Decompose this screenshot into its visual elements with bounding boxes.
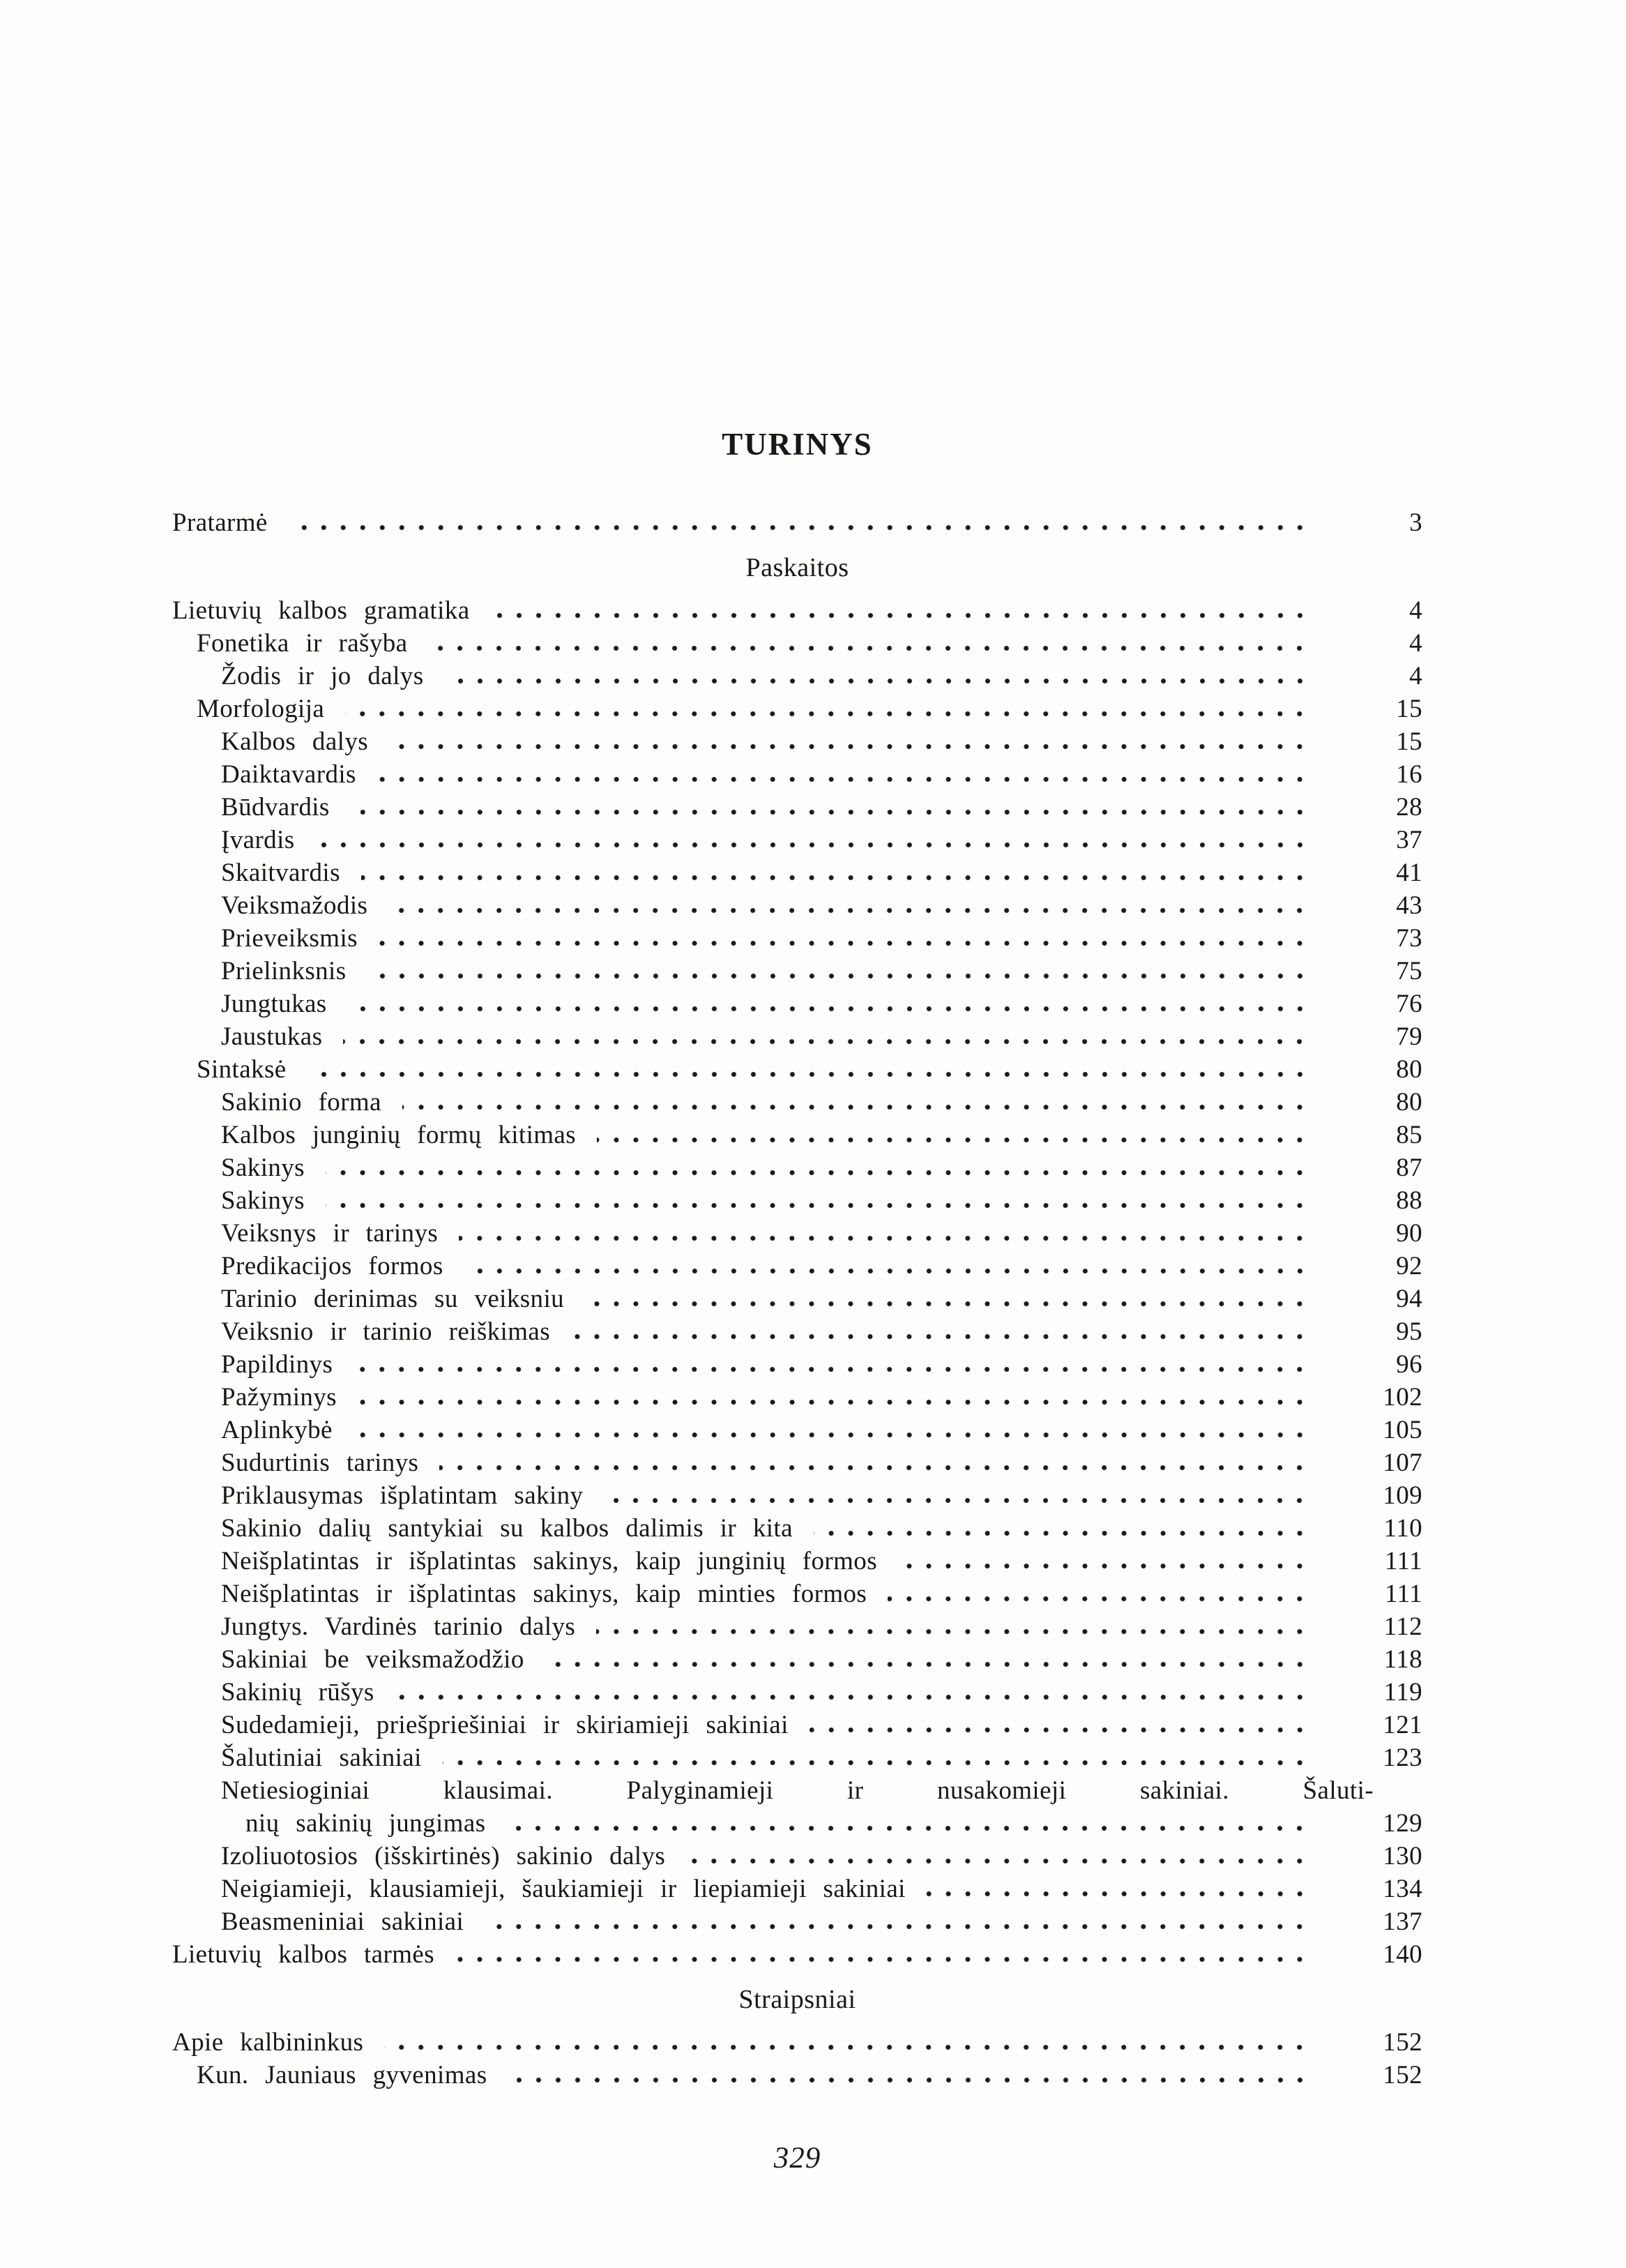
dotted-leader: [596, 1628, 1309, 1635]
dotted-leader: [307, 1071, 1309, 1078]
dotted-leader: [443, 1760, 1309, 1766]
dotted-leader: [395, 1694, 1309, 1700]
toc-entry-page-number: 79: [1396, 1022, 1422, 1051]
toc-entry-page-number: 4: [1409, 662, 1422, 690]
toc-entry-label: Neišplatintas ir išplatintas sakinys, kaip junginių formos: [221, 1547, 877, 1575]
dotted-leader: [455, 1956, 1309, 1963]
toc-entry-label: Priklausymas išplatintam sakiny: [221, 1481, 584, 1510]
toc-entry-page-number: 96: [1396, 1350, 1422, 1379]
toc-entry: [172, 1676, 1422, 1709]
toc-entry: [172, 758, 1422, 791]
toc-entry-page-number: 119: [1383, 1678, 1422, 1707]
toc-entry-page-number: 73: [1396, 924, 1422, 953]
toc-entry-label: Daiktavardis: [221, 760, 356, 789]
dotted-leader: [343, 1038, 1309, 1045]
toc-entry-page-number: 80: [1396, 1088, 1422, 1117]
toc-entry-label: Kun. Jauniaus gyvenimas: [197, 2061, 487, 2089]
toc-entry: [172, 1578, 1422, 1610]
toc-entry-page-number: 15: [1396, 695, 1422, 723]
dotted-leader: [361, 875, 1309, 881]
toc-entry-page-number: 112: [1383, 1612, 1422, 1641]
toc-entry-label: Jungtukas: [221, 990, 327, 1018]
toc-entry-page-number: 80: [1396, 1055, 1422, 1084]
toc-entry-page-number: 118: [1383, 1645, 1422, 1674]
toc-entry-label: Morfologija: [197, 695, 325, 723]
toc-entry: [172, 1250, 1422, 1283]
toc-entry-label: Lietuvių kalbos tarmės: [172, 1940, 435, 1969]
toc-entry: [172, 1053, 1422, 1086]
dotted-leader: [358, 1399, 1309, 1405]
dotted-leader: [348, 1006, 1309, 1012]
toc-entry: [172, 856, 1422, 889]
toc-entry: [172, 1119, 1422, 1151]
section-heading: Paskaitos: [745, 553, 849, 582]
toc-entry: [172, 1086, 1422, 1119]
toc-entry-label: Tarinio derinimas su veiksniu: [221, 1285, 565, 1313]
toc-entry: [172, 1283, 1422, 1315]
toc-entry: [172, 922, 1422, 955]
toc-entry-label: Neišplatintas ir išplatintas sakinys, kaip minties formos: [221, 1580, 867, 1608]
toc-entry: [172, 1020, 1422, 1053]
toc-entry-label: Jungtys. Vardinės tarinio dalys: [221, 1612, 576, 1641]
toc-entry-label: Kalbos junginių formų kitimas: [221, 1121, 577, 1149]
toc-entry: [172, 1840, 1422, 1873]
toc-entry: [172, 889, 1422, 922]
toc-entry-label: Veiksnys ir tarinys: [221, 1219, 439, 1248]
toc-entry-page-number: 111: [1385, 1580, 1422, 1608]
toc-entry-label: Būdvardis: [221, 793, 330, 822]
dotted-leader: [927, 1891, 1309, 1897]
toc-entry-label: Žodis ir jo dalys: [221, 662, 424, 690]
toc-entry: [172, 1446, 1422, 1479]
dotted-leader: [604, 1497, 1309, 1504]
toc-entry-label: Aplinkybė: [221, 1416, 333, 1444]
toc-entry: [172, 506, 1422, 539]
toc-entry: [172, 2059, 1422, 2092]
dotted-leader: [351, 809, 1309, 815]
toc-entry-label: Veiksnio ir tarinio reiškimas: [221, 1317, 551, 1346]
toc-entry-label: Pažyminys: [221, 1383, 337, 1412]
toc-entry: [172, 1807, 1422, 1840]
toc-entry: [172, 1643, 1422, 1676]
toc-entry: [172, 2026, 1422, 2059]
toc-entry: [172, 1741, 1422, 1774]
toc-entry-page-number: 85: [1396, 1121, 1422, 1149]
toc-entry-page-number: 76: [1396, 990, 1422, 1018]
dotted-leader: [898, 1563, 1309, 1569]
dotted-leader: [326, 1170, 1309, 1176]
toc-entry-label: Kalbos dalys: [221, 727, 369, 756]
dotted-leader: [814, 1530, 1309, 1536]
section-heading: Straipsniai: [738, 1985, 856, 2014]
toc-entry: [172, 1151, 1422, 1184]
toc-entry-page-number: 134: [1383, 1875, 1422, 1903]
toc-entry: [172, 988, 1422, 1020]
toc-entry-page-number: 43: [1396, 891, 1422, 920]
toc-entry-label: Sakinio forma: [221, 1088, 381, 1117]
toc-entry-label: Lietuvių kalbos gramatika: [172, 596, 470, 625]
dotted-leader: [354, 1366, 1309, 1373]
dotted-leader: [810, 1727, 1309, 1733]
toc-entry-label: Sakinių rūšys: [221, 1678, 374, 1707]
toc-entry-label: Neigiamieji, klausiamieji, šaukiamieji ir liepiamieji sakiniai: [221, 1875, 906, 1903]
toc-entry-label: Skaitvardis: [221, 859, 340, 887]
toc-entry-page-number: 105: [1383, 1416, 1422, 1444]
toc-entry-page-number: 94: [1396, 1285, 1422, 1313]
toc-entry-page-number: 152: [1383, 2028, 1422, 2057]
dotted-leader: [402, 1104, 1309, 1110]
toc-entry-label: Prieveiksmis: [221, 924, 358, 953]
page-title: TURINYS: [722, 427, 873, 462]
toc-entry-page-number: 123: [1383, 1744, 1422, 1772]
toc-entry-label: Sintaksė: [197, 1055, 287, 1084]
toc-entry-label: nių sakinių jungimas: [245, 1809, 486, 1838]
toc-entry-page-number: 4: [1409, 629, 1422, 658]
toc-entry-page-number: 16: [1396, 760, 1422, 789]
toc-entry-page-number: 37: [1396, 826, 1422, 854]
dotted-leader: [384, 2044, 1309, 2050]
dotted-leader: [485, 1923, 1309, 1930]
toc-entry-label: Sudurtinis tarinys: [221, 1449, 419, 1477]
toc-entry-page-number: 109: [1383, 1481, 1422, 1510]
toc-entry-label: Sakinys: [221, 1186, 305, 1215]
dotted-leader: [464, 1268, 1309, 1274]
dotted-leader: [508, 2077, 1309, 2083]
dotted-leader: [585, 1301, 1309, 1307]
dotted-leader: [354, 1432, 1309, 1438]
toc-entry-page-number: 95: [1396, 1317, 1422, 1346]
toc-entry-page-number: 41: [1396, 859, 1422, 887]
dotted-leader: [379, 940, 1309, 946]
toc-entry-page-number: 129: [1383, 1809, 1422, 1838]
toc-entry-page-number: 152: [1383, 2061, 1422, 2089]
toc-entry-page-number: 28: [1396, 793, 1422, 822]
toc-entry-label: Sakiniai be veiksmažodžio: [221, 1645, 524, 1674]
dotted-leader: [326, 1202, 1309, 1209]
toc-entry: [172, 725, 1422, 758]
dotted-leader: [389, 743, 1309, 750]
dotted-leader: [686, 1858, 1309, 1864]
toc-entry: [172, 1873, 1422, 1905]
toc-entry-label: Veiksmažodis: [221, 891, 368, 920]
toc-entry-page-number: 4: [1409, 596, 1422, 625]
toc-entry-page-number: 88: [1396, 1186, 1422, 1215]
toc-entry: [172, 1381, 1422, 1414]
toc-entry: [172, 1479, 1422, 1512]
dotted-leader: [367, 973, 1309, 979]
toc-entry: [172, 594, 1422, 627]
toc-entry: [172, 1315, 1422, 1348]
dotted-leader: [439, 1465, 1309, 1471]
toc-entry-label: Sakinys: [221, 1154, 305, 1182]
toc-entry-label: Prielinksnis: [221, 957, 347, 985]
page-number-folio: 329: [773, 2142, 821, 2175]
toc-entry: [172, 660, 1422, 693]
dotted-leader: [388, 907, 1309, 914]
toc-entry-label: Apie kalbininkus: [172, 2028, 364, 2057]
toc-entry-label: Fonetika ir rašyba: [197, 629, 408, 658]
toc-entry-label: Šalutiniai sakiniai: [221, 1744, 422, 1772]
dotted-leader: [506, 1825, 1309, 1831]
toc-entry-label: Beasmeniniai sakiniai: [221, 1907, 464, 1936]
dotted-leader: [545, 1661, 1309, 1668]
dotted-leader: [571, 1333, 1309, 1340]
toc-entry-page-number: 110: [1383, 1514, 1422, 1543]
toc-entry: [172, 627, 1422, 660]
toc-entry-label: Sakinio dalių santykiai su kalbos dalimis ir kita: [221, 1514, 793, 1543]
toc-entry-page-number: 130: [1383, 1842, 1422, 1870]
dotted-leader: [289, 524, 1309, 531]
toc-entry: [172, 1905, 1422, 1938]
toc-entry: [172, 955, 1422, 988]
dotted-leader: [345, 711, 1309, 717]
toc-entry-page-number: 102: [1383, 1383, 1422, 1412]
toc-entry: [172, 1184, 1422, 1217]
toc-entry: [172, 1414, 1422, 1446]
toc-entry: [172, 1348, 1422, 1381]
toc-entry-label: Pratarmė: [172, 508, 268, 537]
toc-entry-page-number: 92: [1396, 1252, 1422, 1280]
toc-list: [172, 506, 1422, 2092]
toc-entry-page-number: 140: [1383, 1940, 1422, 1969]
toc-entry-label: Įvardis: [221, 826, 295, 854]
toc-entry-label: Jaustukas: [221, 1022, 323, 1051]
toc-entry-page-number: 75: [1396, 957, 1422, 985]
toc-entry-page-number: 121: [1383, 1711, 1422, 1739]
dotted-leader: [459, 1235, 1309, 1241]
dotted-leader: [888, 1596, 1309, 1602]
toc-entry-page-number: 90: [1396, 1219, 1422, 1248]
toc-entry: [172, 693, 1422, 725]
toc-entry: [172, 1709, 1422, 1741]
toc-entry: [172, 824, 1422, 856]
dotted-leader: [491, 612, 1309, 619]
toc-entry: [172, 1610, 1422, 1643]
toc-entry-wrapped-line: Netiesioginiai klausimai. Palyginamieji ir nusakomieji sakiniai. Šaluti-: [221, 1776, 1374, 1805]
toc-entry: [172, 1217, 1422, 1250]
dotted-leader: [428, 645, 1309, 651]
toc-entry-label: Predikacijos formos: [221, 1252, 443, 1280]
toc-entry-page-number: 107: [1383, 1449, 1422, 1477]
toc-entry-page-number: 111: [1385, 1547, 1422, 1575]
dotted-leader: [316, 842, 1309, 848]
toc-entry-label: Sudedamieji, priešpriešiniai ir skiriamieji sakiniai: [221, 1711, 789, 1739]
dotted-leader: [597, 1137, 1309, 1143]
toc-entry: [172, 1512, 1422, 1545]
toc-entry-label: Papildinys: [221, 1350, 333, 1379]
toc-entry-page-number: 3: [1409, 508, 1422, 537]
dotted-leader: [377, 776, 1309, 783]
toc-entry: [172, 1938, 1422, 1971]
toc-entry-page-number: 87: [1396, 1154, 1422, 1182]
toc-entry-page-number: 15: [1396, 727, 1422, 756]
toc-entry-page-number: 137: [1383, 1907, 1422, 1936]
dotted-leader: [445, 678, 1310, 684]
toc-entry-label: Izoliuotosios (išskirtinės) sakinio dalys: [221, 1842, 666, 1870]
toc-entry: [172, 791, 1422, 824]
toc-entry: [172, 1545, 1422, 1578]
